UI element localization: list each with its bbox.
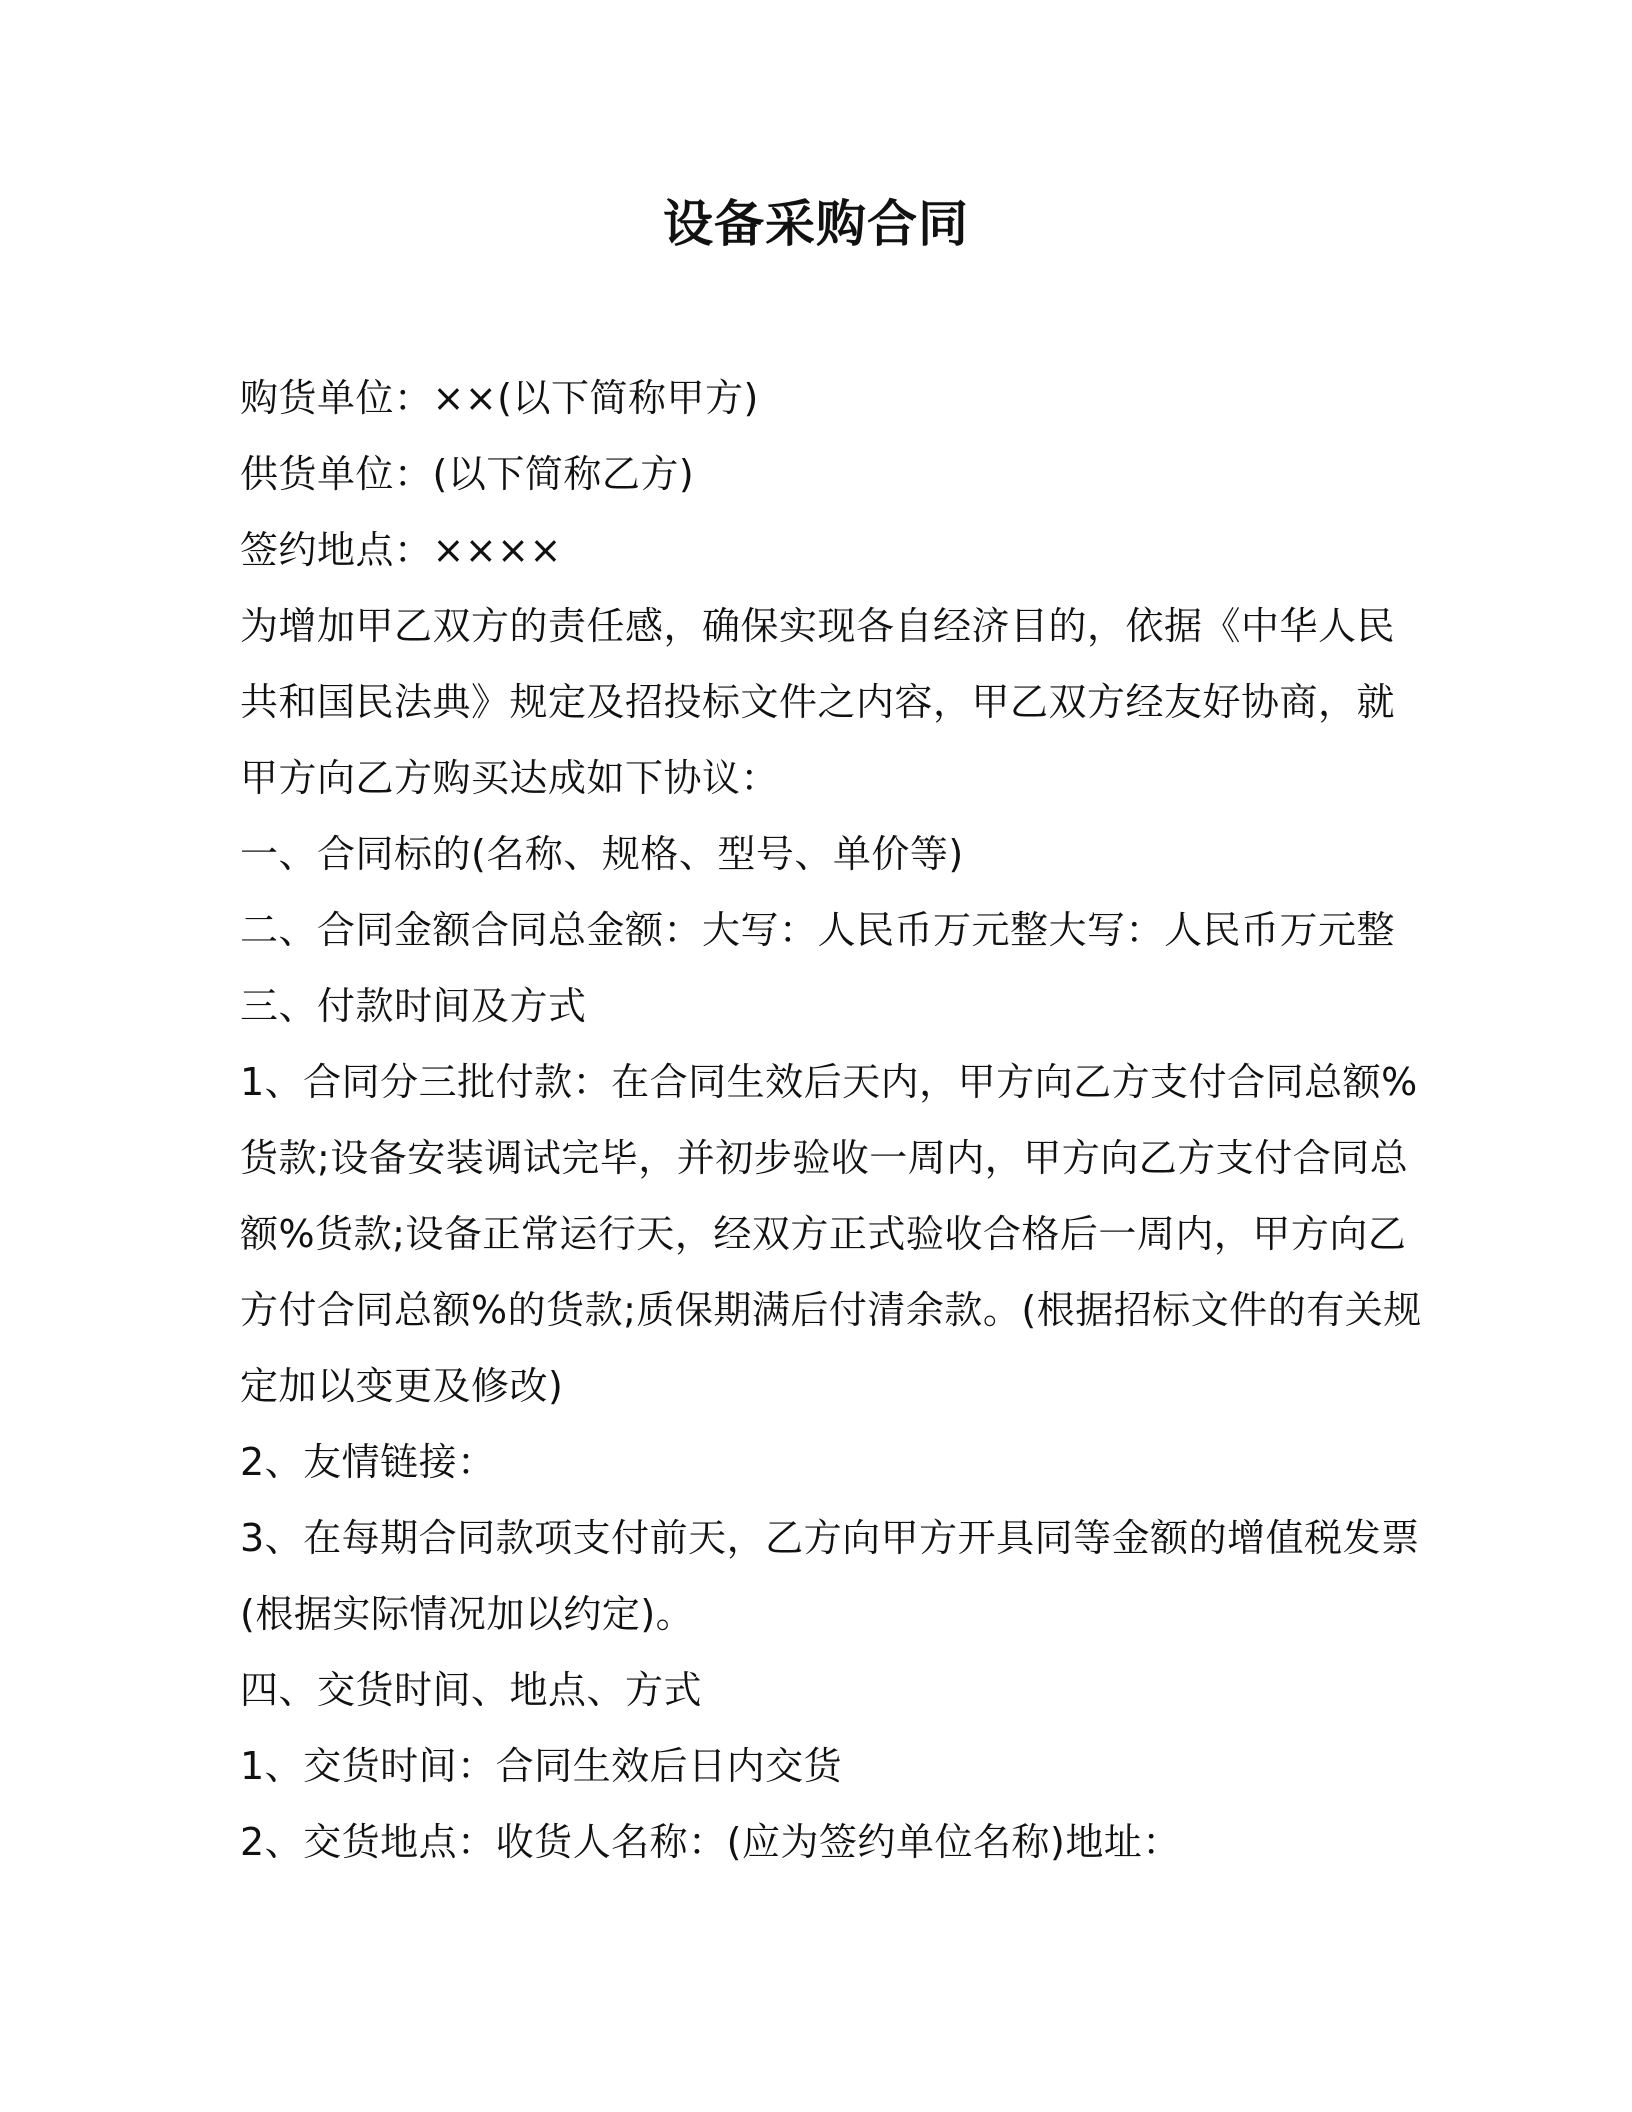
payment-clause-1-line-5: 定加以变更及修改) [240, 1364, 564, 1408]
preamble-line-2: 共和国民法典》规定及招投标文件之内容，甲乙双方经友好协商，就 [240, 680, 1396, 724]
supplier-line: 供货单位：(以下简称乙方) [240, 452, 695, 496]
payment-clause-3-line-2: (根据实际情况加以约定)。 [240, 1592, 695, 1636]
document-body [240, 360, 1422, 1880]
payment-clause-1-line-2: 货款;设备安装调试完毕，并初步验收一周内，甲方向乙方支付合同总 [240, 1136, 1409, 1180]
delivery-time-line: 1、交货时间：合同生效后日内交货 [240, 1744, 843, 1788]
buyer-line: 购货单位：××(以下简称甲方) [240, 376, 759, 420]
signing-place-line: 签约地点：×××× [240, 528, 562, 572]
section-2-heading: 二、合同金额合同总金额：大写：人民币万元整大写：人民币万元整 [240, 908, 1396, 952]
document-title: 设备采购合同 [663, 195, 969, 253]
preamble-line-3: 甲方向乙方购买达成如下协议： [240, 756, 780, 800]
payment-clause-3-line-1: 3、在每期合同款项支付前天，乙方向甲方开具同等金额的增值税发票 [240, 1516, 1420, 1560]
delivery-place-line: 2、交货地点：收货人名称：(应为签约单位名称)地址： [240, 1820, 1181, 1864]
section-1-heading: 一、合同标的(名称、规格、型号、单价等) [240, 832, 964, 876]
payment-clause-1-line-3: 额%货款;设备正常运行天，经双方正式验收合格后一周内，甲方向乙 [240, 1212, 1407, 1256]
preamble-line-1: 为增加甲乙双方的责任感，确保实现各自经济目的，依据《中华人民 [240, 604, 1396, 648]
section-3-heading: 三、付款时间及方式 [240, 984, 587, 1028]
payment-clause-2: 2、友情链接： [240, 1440, 496, 1484]
section-4-heading: 四、交货时间、地点、方式 [240, 1668, 703, 1712]
payment-clause-1-line-1: 1、合同分三批付款：在合同生效后天内，甲方向乙方支付合同总额% [240, 1060, 1418, 1104]
payment-clause-1-line-4: 方付合同总额%的货款;质保期满后付清余款。(根据招标文件的有关规 [240, 1288, 1422, 1332]
